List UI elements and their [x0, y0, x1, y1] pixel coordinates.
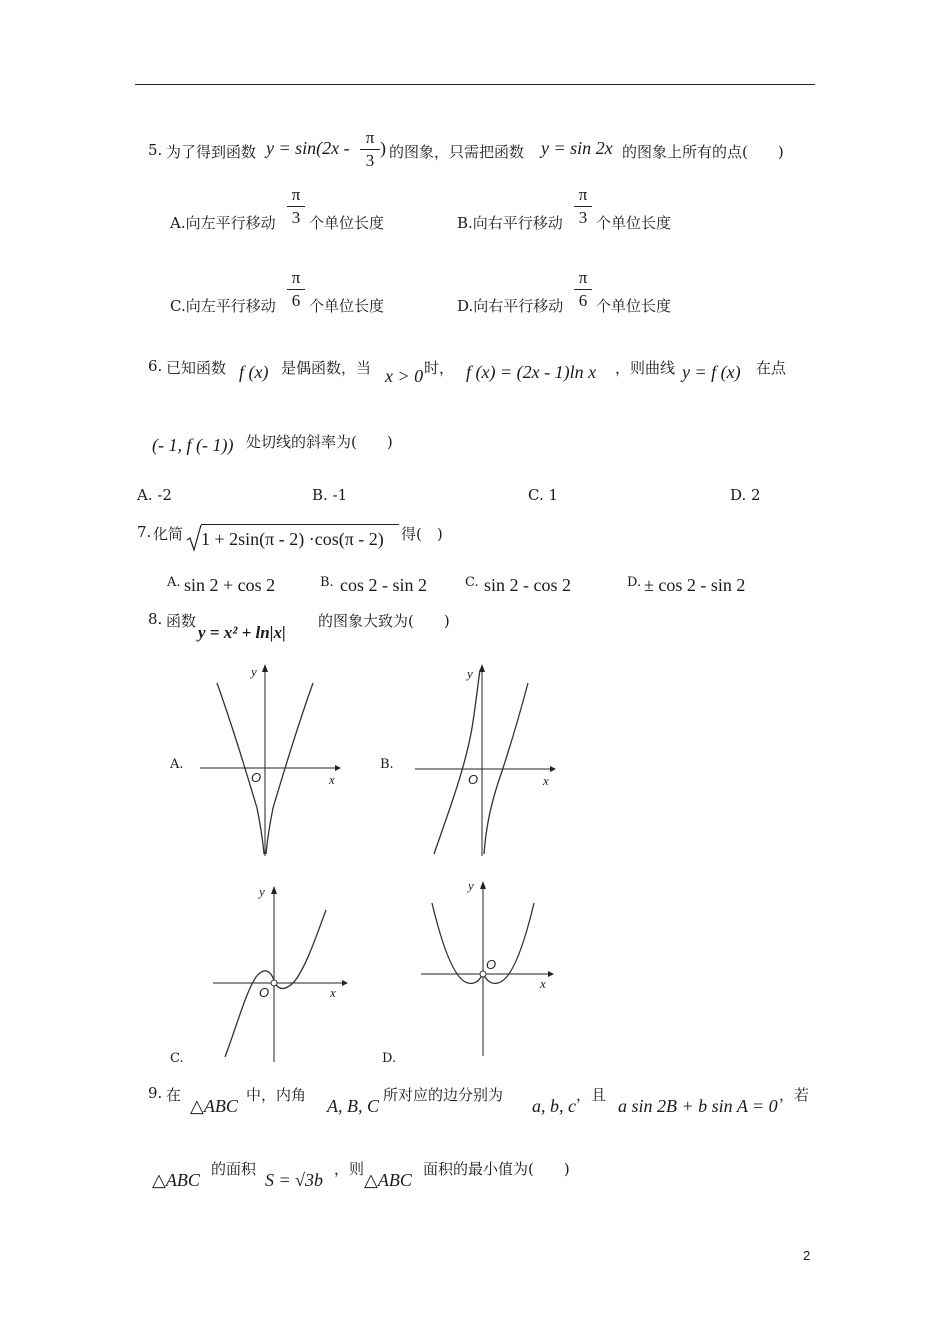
graph-a	[195, 658, 345, 858]
q5-option-b-fraction	[574, 185, 592, 228]
q9-text5: ，若	[779, 1086, 810, 1104]
q5-option-a-fraction	[287, 185, 305, 228]
graph-b	[410, 658, 560, 858]
q6-curve: y = f (x)	[682, 362, 741, 382]
q8-label-d: D.	[382, 1051, 397, 1066]
q7-sqrt-bar	[201, 524, 399, 525]
q6-option-c: C. 1	[528, 486, 559, 504]
q8-tail: 的图象大致为( )	[318, 612, 450, 630]
graph-d-y-label: y	[468, 878, 474, 893]
q7-option-a: sin 2 + cos 2	[184, 575, 276, 595]
q5-close: )	[380, 138, 386, 158]
q5-option-c-den: 6	[291, 291, 301, 310]
q5-option-b: B.向右平行移动	[457, 214, 563, 232]
q9-text8: 面积的最小值为( )	[423, 1160, 570, 1178]
q5-option-d-num: π	[578, 268, 588, 287]
q8-number: 8.	[148, 610, 163, 628]
graph-b-x-label: x	[543, 773, 549, 788]
q9-text7: ，则	[334, 1160, 365, 1178]
q7-option-b: cos 2 - sin 2	[340, 575, 427, 595]
q5-tail: 的图象上所有的点( )	[622, 143, 784, 161]
q5-option-a-num: π	[291, 185, 301, 204]
graph-a-origin: O	[251, 770, 262, 785]
q7-option-c: sin 2 - cos 2	[484, 575, 571, 595]
q5-option-a: A.向左平行移动	[170, 214, 276, 232]
q7-number: 7.	[137, 523, 152, 541]
q8-function: y = x² + ln|x|	[198, 623, 286, 642]
q5-option-c-num: π	[291, 268, 301, 287]
q6-definition: f (x) = (2x - 1)ln x	[466, 362, 597, 382]
q7-tail: 得( )	[401, 525, 443, 543]
q5-option-d-den: 6	[578, 291, 588, 310]
graph-c	[210, 882, 355, 1064]
q9-text2: 中，内角	[246, 1086, 307, 1104]
q5-func1: y = sin(2x -	[266, 138, 350, 158]
graph-b-origin: O	[468, 772, 479, 787]
graph-c-x-label: x	[330, 985, 336, 1000]
page-number: 2	[803, 1248, 811, 1263]
header-rule	[135, 84, 815, 85]
q9-text3: 所对应的边分别为	[383, 1086, 504, 1104]
q5-option-b-den: 3	[578, 208, 588, 227]
q7-option-d: ± cos 2 - sin 2	[644, 575, 746, 595]
q6-fx: f (x)	[239, 362, 269, 382]
q7-option-c-label: C.	[465, 575, 479, 590]
q7-option-a-label: A.	[167, 575, 181, 590]
q5-option-d-fraction	[574, 268, 592, 311]
q6-option-b: B. -1	[312, 486, 348, 504]
q9-angles: A, B, C	[327, 1096, 379, 1116]
q8-label-c: C.	[170, 1051, 184, 1066]
q5-option-a-unit: 个单位长度	[309, 214, 385, 232]
q5-number: 5.	[148, 141, 163, 159]
q9-triangle: △ABC	[190, 1096, 238, 1116]
q7-lead: 化简	[153, 525, 184, 543]
q9-number: 9.	[148, 1084, 163, 1102]
q9-triangle-2: △ABC	[152, 1170, 200, 1190]
q8-label-b: B.	[380, 757, 394, 772]
q5-func2: y = sin 2x	[541, 138, 613, 158]
q5-pi-over-3	[360, 128, 380, 171]
q5-mid: 的图象，只需把函数	[389, 143, 525, 161]
graph-a-y-label: y	[251, 664, 257, 679]
q6-text5: 处切线的斜率为( )	[246, 433, 393, 451]
q9-triangle-3: △ABC	[364, 1170, 412, 1190]
graph-d-x-label: x	[540, 976, 546, 991]
q6-text2: 时，	[424, 359, 455, 377]
q6-option-a: A. -2	[137, 486, 172, 504]
graph-d-origin: O	[486, 957, 497, 972]
q6-lead: 已知函数	[166, 359, 227, 377]
q7-option-b-label: B.	[320, 575, 334, 590]
q7-option-d-label: D.	[627, 575, 642, 590]
q5-option-c: C.向左平行移动	[170, 297, 276, 315]
q9-area: S = √3b	[265, 1170, 324, 1190]
q9-sides: a, b, c	[532, 1096, 576, 1116]
graph-a-x-label: x	[329, 772, 335, 787]
q5-lead: 为了得到函数	[166, 143, 257, 161]
q9-equation: a sin 2B + b sin A = 0	[618, 1096, 778, 1116]
graph-c-origin: O	[259, 985, 270, 1000]
q6-number: 6.	[148, 357, 163, 375]
q8-label-a: A.	[170, 757, 184, 772]
q7-expression: 1 + 2sin(π - 2) ·cos(π - 2)	[201, 529, 384, 549]
graph-b-y-label: y	[467, 666, 473, 681]
q6-option-d: D. 2	[730, 486, 761, 504]
q5-option-d-unit: 个单位长度	[596, 297, 672, 315]
q9-text4: ，且	[576, 1086, 607, 1104]
q8-lead: 函数	[166, 612, 197, 630]
q6-point: (- 1, f (- 1))	[152, 435, 234, 455]
q5-frac-den: 3	[365, 151, 375, 170]
graph-c-y-label: y	[259, 884, 265, 899]
q5-option-d: D.向右平行移动	[457, 297, 564, 315]
q6-text4: 在点	[756, 359, 787, 377]
graph-d	[418, 875, 563, 1058]
q6-condition: x > 0	[385, 366, 424, 386]
q7-sqrt-sign	[186, 524, 202, 552]
q5-option-a-den: 3	[291, 208, 301, 227]
q9-text6: 的面积	[211, 1160, 257, 1178]
q5-frac-num: π	[365, 128, 375, 147]
q5-option-b-num: π	[578, 185, 588, 204]
q6-text1: 是偶函数，当	[281, 359, 372, 377]
q5-option-c-fraction	[287, 268, 305, 311]
q5-option-b-unit: 个单位长度	[596, 214, 672, 232]
q6-text3: ，则曲线	[615, 359, 676, 377]
q5-option-c-unit: 个单位长度	[309, 297, 385, 315]
q9-text1: 在	[166, 1086, 182, 1104]
